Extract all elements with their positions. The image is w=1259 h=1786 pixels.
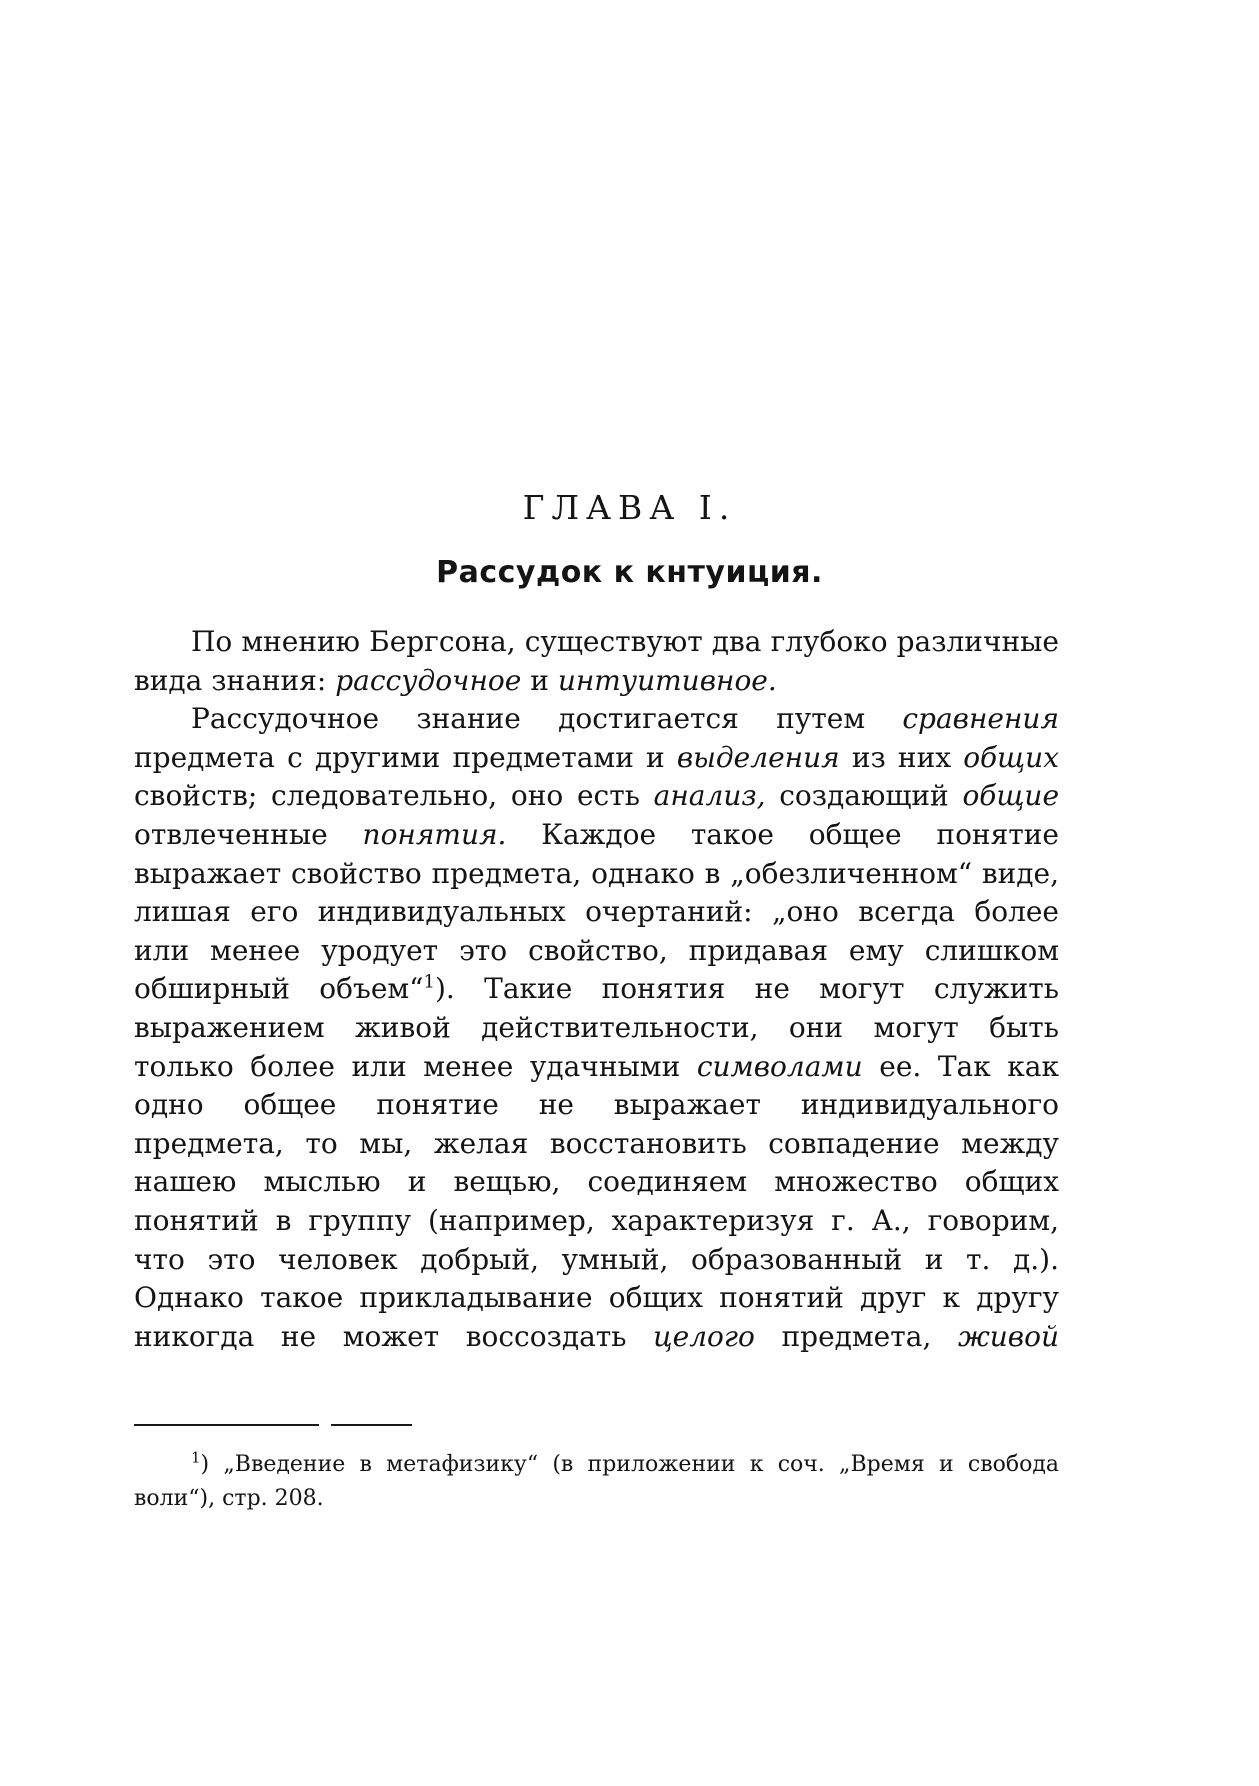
footnote-mark: 1 — [191, 1448, 201, 1467]
emphasis: рассудочное — [335, 663, 522, 697]
text-run: Рассудочное знание достигается путем — [191, 702, 903, 736]
paragraph-2 — [134, 700, 1059, 1356]
text-run: отвлеченные — [134, 817, 363, 851]
chapter-heading: ГЛАВА I. — [522, 488, 737, 527]
footnote-divider — [134, 1424, 412, 1426]
footnote — [134, 1448, 1059, 1516]
footnote-text: ) „Введение в метафизику“ (в приложении к соч. „Время и свобода воли“), стр. 208. — [134, 1452, 1059, 1511]
emphasis: живой — [957, 1319, 1059, 1353]
paragraph-1 — [134, 623, 1059, 700]
emphasis: символами — [696, 1049, 863, 1083]
text-run: создающий — [765, 779, 963, 813]
emphasis: выделения — [676, 740, 840, 774]
text-run: ее. Так как одно общее понятие не выражает индивидуального предмета, то мы, желая восстановить совпадение между нашею мыслью и вещью, соединяем множество общих понятий в группу (например, характеризуя г. А., говорим, что это человек добрый, умный, образованный и т. д.). Однако такое прикладывание общих понятий друг к другу никогда не может воссоздать — [134, 1049, 1059, 1353]
text-run: из них — [839, 740, 964, 774]
footnote-reference[interactable]: 1 — [423, 972, 435, 994]
text-run: Каждое такое общее понятие выражает свойство предмета, однако в „обезличенном“ виде, лишая его индивидуальных очертаний: „оно всегда более или менее уродует это свойство, придавая ему слишком обширный объем“ — [134, 817, 1059, 1006]
emphasis: интуитивное. — [557, 663, 777, 697]
text-run: ). Такие понятия не могут служить выражением живой действительности, они могут быть только более или менее удачными — [134, 972, 1059, 1083]
body-text — [134, 623, 1059, 1356]
emphasis: сравнения — [902, 702, 1059, 736]
chapter-title: Рассудок к кнтуиция. — [436, 555, 823, 590]
text-run: предмета, — [754, 1319, 958, 1353]
text-run: свойств; следовательно, оно есть — [134, 779, 654, 813]
text-run: предмета с другими предметами и — [134, 740, 677, 774]
text-run: и — [521, 663, 558, 697]
emphasis: общих — [963, 740, 1059, 774]
emphasis: целого — [653, 1319, 755, 1353]
emphasis: понятия. — [362, 817, 507, 851]
text-run: По мнению Бергсона, существуют два глубоко различные вида знания: — [134, 625, 1059, 697]
emphasis: анализ, — [653, 779, 766, 813]
emphasis: общие — [962, 779, 1060, 813]
